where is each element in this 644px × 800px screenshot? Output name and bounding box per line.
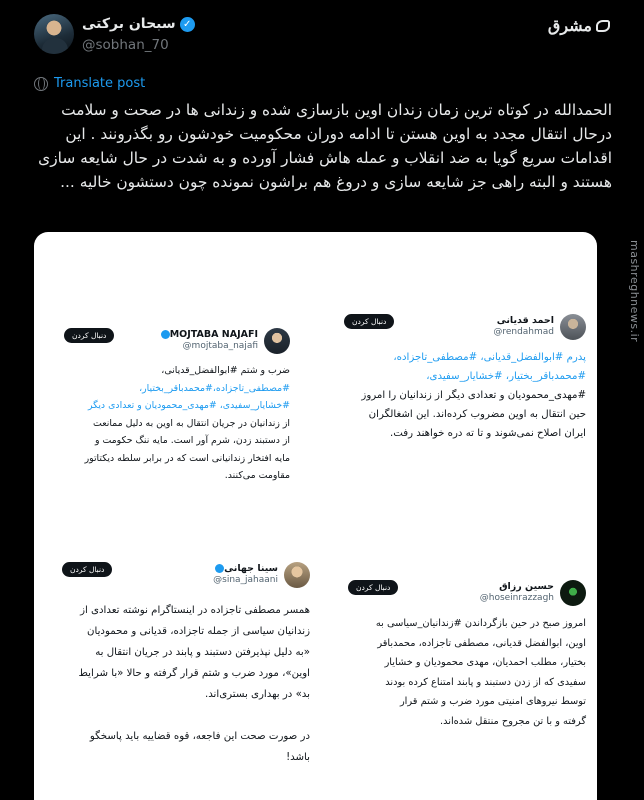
embedded-post-body <box>361 348 586 443</box>
embedded-post-ahmad <box>324 314 586 464</box>
embedded-name: MOJTABA NAJAFI <box>158 329 258 340</box>
body-line: گرفته و با تن مجروح منتقل شده‌اند. <box>439 715 586 727</box>
embedded-handle: @hoseinrazzagh <box>479 593 554 603</box>
embedded-image[interactable] <box>34 232 597 800</box>
embedded-post-body <box>78 600 310 768</box>
body-line <box>78 705 310 726</box>
author-name-row[interactable] <box>82 16 195 32</box>
body-line: همسر مصطفی تاجزاده در اینستاگرام نوشته تعدادی از <box>80 605 310 616</box>
body-line: بختیار، مطلب احمدیان، مهدی محمودیان و خشایار <box>384 657 586 668</box>
body-line: «به دلیل نپذیرفتن دستبند و پابند در جریان انتقال به <box>95 647 310 658</box>
follow-button: دنبال کردن <box>344 314 394 329</box>
brand-logo-text: مشرق <box>547 16 592 35</box>
author-handle[interactable]: @sobhan_70 <box>82 37 169 53</box>
body-line: اوین»، مورد ضرب و شتم قرار گرفته و حالا «با شرایط <box>78 668 310 679</box>
body-line: ایران اصلاح نمی‌شوند و تا ته دره خواهند رفت. <box>389 428 586 439</box>
watermark: mashreghnews.ir <box>628 240 641 343</box>
embedded-handle: @mojtaba_najafi <box>182 341 258 351</box>
embedded-post-body <box>376 614 586 731</box>
body-line: باشد! <box>286 752 310 763</box>
body-line: ضرب و شتم #ابوالفضل_قدیانی، <box>161 365 290 376</box>
verified-badge-icon <box>215 564 224 573</box>
embedded-post-body <box>85 362 290 485</box>
embedded-post-mojtaba <box>64 328 290 498</box>
verified-badge-icon: ✓ <box>180 17 195 32</box>
body-line: اوین، ابوالفضل قدیانی، مصطفی تاجزاده، محمدباقر <box>377 637 586 649</box>
body-line: مقاومت می‌کنند. <box>224 470 290 481</box>
verified-badge-icon <box>161 330 170 339</box>
body-line: امروز صبح در حین بازگرداندن #زندانیان_سیاسی به <box>375 618 586 629</box>
body-line: از زندانیان در جریان انتقال به اوین به دلیل ممانعت <box>92 417 290 429</box>
body-line: مایه افتخار زندانیانی است که در برابر سلطه دیکتاتور <box>84 452 290 464</box>
post-header <box>34 14 610 58</box>
follow-button: دنبال کردن <box>348 580 398 595</box>
body-line: از دستبند زدن، شرم آور است. مایه ننگ حکومت و <box>94 435 290 446</box>
embedded-avatar <box>560 314 586 340</box>
brand-logo <box>548 16 610 35</box>
brand-logo-icon <box>596 20 610 32</box>
embedded-name: سینا جهانی <box>212 563 278 574</box>
embedded-name: احمد قدیانی <box>496 315 554 326</box>
body-line: #خشایار_سفیدی، #مهدی_محمودیان و تعدادی دیگر <box>87 400 290 411</box>
body-line: حین انتقال به اوین مضروب کرده‌اند. این اشغالگران <box>368 409 586 420</box>
follow-button: دنبال کردن <box>62 562 112 577</box>
embedded-name: حسین رزاق <box>499 581 554 592</box>
body-line: پدرم #ابوالفضل_قدیانی، #مصطفی_تاجزاده، <box>393 352 586 363</box>
embedded-avatar <box>560 580 586 606</box>
translate-post[interactable] <box>34 76 145 91</box>
follow-button: دنبال کردن <box>64 328 114 343</box>
embedded-post-sina <box>56 562 310 762</box>
embedded-avatar <box>264 328 290 354</box>
body-line: #مهدی_محمودیان و تعدادی دیگر از زندانیان را امروز <box>361 390 586 401</box>
post-text: الحمدالله در کوتاه ترین زمان زندان اوین بازسازی شده و زندانی ها در صحت و سلامت درحال انتقال مجدد به اوین هستن تا ادامه دوران محکومیت خودشون رو بگذرونند . این اقدامات سریع گویا به ضد انقلاب و عمله هاش فشار آورده و به شدت در حال شایعه سازی هستند و البته راهی جز شایعه سازی و دروغ هم براشون نمونده چون دستشون خالیه ... <box>38 101 612 191</box>
body-line: #مصطفی_تاجزاده،#محمدباقر_بختیار، <box>139 382 290 394</box>
translate-link[interactable]: Translate post <box>54 76 146 91</box>
avatar[interactable] <box>34 14 74 54</box>
body-line: توسط نیروهای امنیتی مورد ضرب و شتم قرار <box>399 696 586 707</box>
body-line: بد» در بهداری بستری‌اند. <box>204 689 310 700</box>
embedded-handle: @sina_jahaani <box>213 575 278 585</box>
body-line: زندانیان سیاسی از جمله تاجزاده، قدیانی و محمودیان <box>86 626 310 637</box>
body-line: در صورت صحت این فاجعه، قوه قضاییه باید پاسخگو <box>89 731 310 742</box>
embedded-post-hossein <box>340 580 586 750</box>
embedded-avatar <box>284 562 310 588</box>
body-line: سفیدی که از زدن دستبند و پابند امتناع کرده بودند <box>385 676 586 688</box>
body-line: #محمدباقر_بختیار، #خشایار_سفیدی، <box>426 371 586 382</box>
translate-globe-icon <box>34 77 48 91</box>
embedded-handle: @rendahmad <box>493 327 554 337</box>
author-display-name[interactable]: سبحان برکتی <box>82 16 176 32</box>
